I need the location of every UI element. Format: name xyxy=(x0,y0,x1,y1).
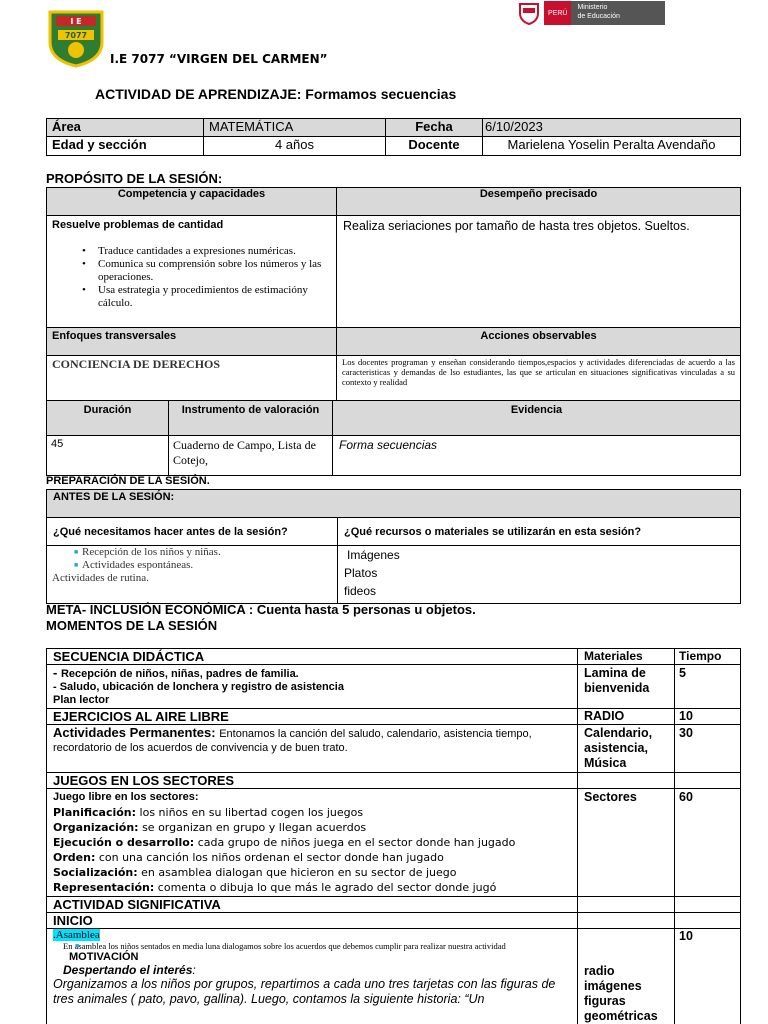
school-name: I.E 7077 “VIRGEN DEL CARMEN” xyxy=(110,52,328,66)
r3-bold: Actividades Permanentes: xyxy=(53,725,220,740)
r1-line2: - Saludo, ubicación de lonchera y registro de asistencia xyxy=(53,681,344,693)
proposito-heading: PROPÓSITO DE LA SESIÓN: xyxy=(46,171,223,186)
r8-materiales: radio imágenes figuras geométricas xyxy=(578,929,675,1024)
despertando-label: Despertando el interés xyxy=(63,963,193,977)
preparacion-table xyxy=(46,489,741,604)
instrumento-value: Cuaderno de Campo, Lista de Cotejo, xyxy=(169,436,333,476)
docente-label: Docente xyxy=(386,137,483,156)
r2-materiales: RADIO xyxy=(578,709,675,725)
list-item: • Usa estrategia y procedimientos de estimacióny cálculo. xyxy=(72,284,331,310)
r1-tiempo: 5 xyxy=(675,665,741,709)
r3-text: Entonamos la canción del saludo, calendario, asistencia tiempo, recordatorio de los acuerdos de convivencia y de buen trato. xyxy=(53,728,532,754)
r1-line3: Plan lector xyxy=(53,694,110,706)
crest-number: 7077 xyxy=(64,31,88,40)
recurso-item: Imágenes xyxy=(347,548,400,562)
list-item: • Traduce cantidades a expresiones numéricas. xyxy=(72,245,331,258)
r5-title: Juego libre en los sectores: xyxy=(53,791,199,803)
peru-shield-icon xyxy=(517,1,541,25)
r1-dash: - xyxy=(53,665,61,680)
enfoques-header: Enfoques transversales xyxy=(47,328,337,356)
secuencia-header: SECUENCIA DIDÁCTICA xyxy=(47,649,578,665)
area-value: MATEMÁTICA xyxy=(204,119,386,137)
evidencia-value: Forma secuencias xyxy=(333,436,741,476)
list-item: ■ Recepción de los niños y niñas. xyxy=(52,546,332,559)
r2-title: EJERCICIOS AL AIRE LIBRE xyxy=(47,709,578,725)
fecha-value: 6/10/2023 xyxy=(483,119,741,137)
q1: ¿Qué necesitamos hacer antes de la sesión? xyxy=(47,518,338,546)
info-table xyxy=(46,118,741,156)
secuencia-table: SECUENCIA DIDÁCTICA Materiales Tiempo - Recepción de niños, niñas, padres de familia. - Saludo, ubicación de lonchera y registro de asistencia Plan lector Lamina de bienvenida 5 EJERCICIOS AL AIRE LIBRE RADIO 10 Actividades Permanentes: Entonamos la canción del saludo, calendario, asistencia tiempo, recordatorio de los acuerdos de convivencia y de buen trato. Calendario, asistencia, Música 30 JUEGOS EN LOS SECTORES Juego libre en los sectores: Planificación: los niños en su libertad cogen los juegos Organización: se organizan en grupo y llegan acuerdos Ejecución o desarrollo: cada grupo de niños juega en el sector donde han jugado Orden: con una canción los niños ordenan el sector donde han jugado Socialización: en asamblea dialogan que hicieron en su sector de juego Representación: comenta o dibuja lo que más le agrado del sector donde jugó Sectores 60 ACTIVIDAD SIGNIFICATIVA INICIO .Asamblea ■ En asamblea los niños sentados en media luna dialogamos sobre los acuerdos que debemos cumplir para realizar nuestra actividad MOTIVACIÓN Despertando el interés: Organizamos a los niños por grupos, repartimos a cada uno tres tarjetas con las figuras de tres animales ( pato, pavo, gallina). Luego, contamos la siguiente historia: “Un radio imágenes figuras geométricas 10 xyxy=(46,648,741,1024)
meta-text: META- INCLUSIÓN ECONÓMICA : Cuenta hasta 5 personas u objetos. xyxy=(46,602,476,617)
competencia: Resuelve problemas de cantidad xyxy=(52,219,224,231)
school-crest xyxy=(46,8,106,68)
asamblea-list xyxy=(53,941,571,951)
list-item: Orden: con una canción los niños ordenan el sector donde han jugado xyxy=(53,851,444,864)
list-item: ■ En asamblea los niños sentados en media luna dialogamos sobre los acuerdos que debemos cumplir para realizar nuestra actividad xyxy=(53,941,571,951)
list-item: Ejecución o desarrollo: cada grupo de niños juega en el sector donde han jugado xyxy=(53,836,516,849)
proposito-table xyxy=(46,187,741,401)
r7-title: INICIO xyxy=(47,913,578,929)
r2-tiempo: 10 xyxy=(675,709,741,725)
list-item: • Comunica su comprensión sobre los números y las operaciones. xyxy=(72,258,331,284)
evidencia-header: Evidencia xyxy=(333,401,741,436)
area-label: Área xyxy=(47,119,204,137)
recurso-item: fideos xyxy=(344,584,377,598)
momentos-heading: MOMENTOS DE LA SESIÓN xyxy=(46,618,218,633)
ministry-logo xyxy=(517,0,665,26)
duracion-table xyxy=(46,400,741,476)
r5-tiempo: 60 xyxy=(675,789,741,897)
list-item: Planificación: los niños en su libertad cogen los juegos xyxy=(53,806,364,819)
r8-tiempo: 10 xyxy=(675,929,741,1024)
asamblea-label: .Asamblea xyxy=(53,929,100,941)
r4-title: JUEGOS EN LOS SECTORES xyxy=(47,773,578,789)
r3-tiempo: 30 xyxy=(675,725,741,773)
duracion-value: 45 xyxy=(47,436,169,476)
acciones-header: Acciones observables xyxy=(337,328,741,356)
antes-header: ANTES DE LA SESIÓN: xyxy=(47,490,741,518)
list-item: Socialización: en asamblea dialogan que hicieron en su sector de juego xyxy=(53,866,457,879)
q2: ¿Qué recursos o materiales se utilizarán en esta sesión? xyxy=(338,518,741,546)
r5-materiales: Sectores xyxy=(578,789,675,897)
edad-label: Edad y sección xyxy=(47,137,204,156)
list-item: Representación: comenta o dibuja lo que más le agrado del sector donde jugó xyxy=(53,881,497,894)
antes-extra: Actividades de rutina. xyxy=(52,572,149,584)
fecha-label: Fecha xyxy=(386,119,483,137)
docente-value: Marielena Yoselin Peralta Avendaño xyxy=(483,137,741,156)
ministry-line1: Ministerio xyxy=(577,4,608,11)
recurso-item: Platos xyxy=(344,566,378,580)
edad-value: 4 años xyxy=(204,137,386,156)
list-item: ■ Actividades espontáneas. xyxy=(52,559,332,572)
r1-materiales: Lamina de bienvenida xyxy=(578,665,675,709)
materiales-header: Materiales xyxy=(578,649,675,665)
activity-title: ACTIVIDAD DE APRENDIZAJE: Formamos secuencias xyxy=(95,86,457,102)
r6-title: ACTIVIDAD SIGNIFICATIVA xyxy=(47,897,578,913)
competencia-header: Competencia y capacidades xyxy=(47,188,337,216)
ministry-country: PERÚ xyxy=(544,1,571,25)
motivacion-label: MOTIVACIÓN xyxy=(69,951,139,963)
ministry-line2: de Educación xyxy=(577,13,620,20)
list-item: Organización: se organizan en grupo y llegan acuerdos xyxy=(53,821,367,834)
crest-letters: I E xyxy=(70,17,82,26)
r3-materiales: Calendario, asistencia, Música xyxy=(578,725,675,773)
final-text: Organizamos a los niños por grupos, repartimos a cada uno tres tarjetas con las figuras de tres animales ( pato, pavo, gallina). Luego, contamos la siguiente historia: “Un xyxy=(53,977,556,1006)
acciones: Los docentes programan y enseñan considerando tiempos,espacios y actividades diferenciadas de acuerdo a las caracteristicas y demandas de lso estudiantes, las que se articulan en situaciones significativas vinculadas a su contexto y realidad xyxy=(337,356,741,401)
desempeno-header: Desempeño precisado xyxy=(337,188,741,216)
antes-list xyxy=(52,546,332,572)
tiempo-header: Tiempo xyxy=(675,649,741,665)
desempeno: Realiza seriaciones por tamaño de hasta tres objetos. Sueltos. xyxy=(337,216,741,328)
instrumento-header: Instrumento de valoración xyxy=(169,401,333,436)
enfoque: CONCIENCIA DE DERECHOS xyxy=(47,356,337,401)
preparacion-heading: PREPARACIÓN DE LA SESIÓN. xyxy=(46,475,210,487)
r1-line1: Recepción de niños, niñas, padres de familia. xyxy=(60,668,299,680)
capacidades-list xyxy=(52,245,331,310)
duracion-header: Duración xyxy=(47,401,169,436)
